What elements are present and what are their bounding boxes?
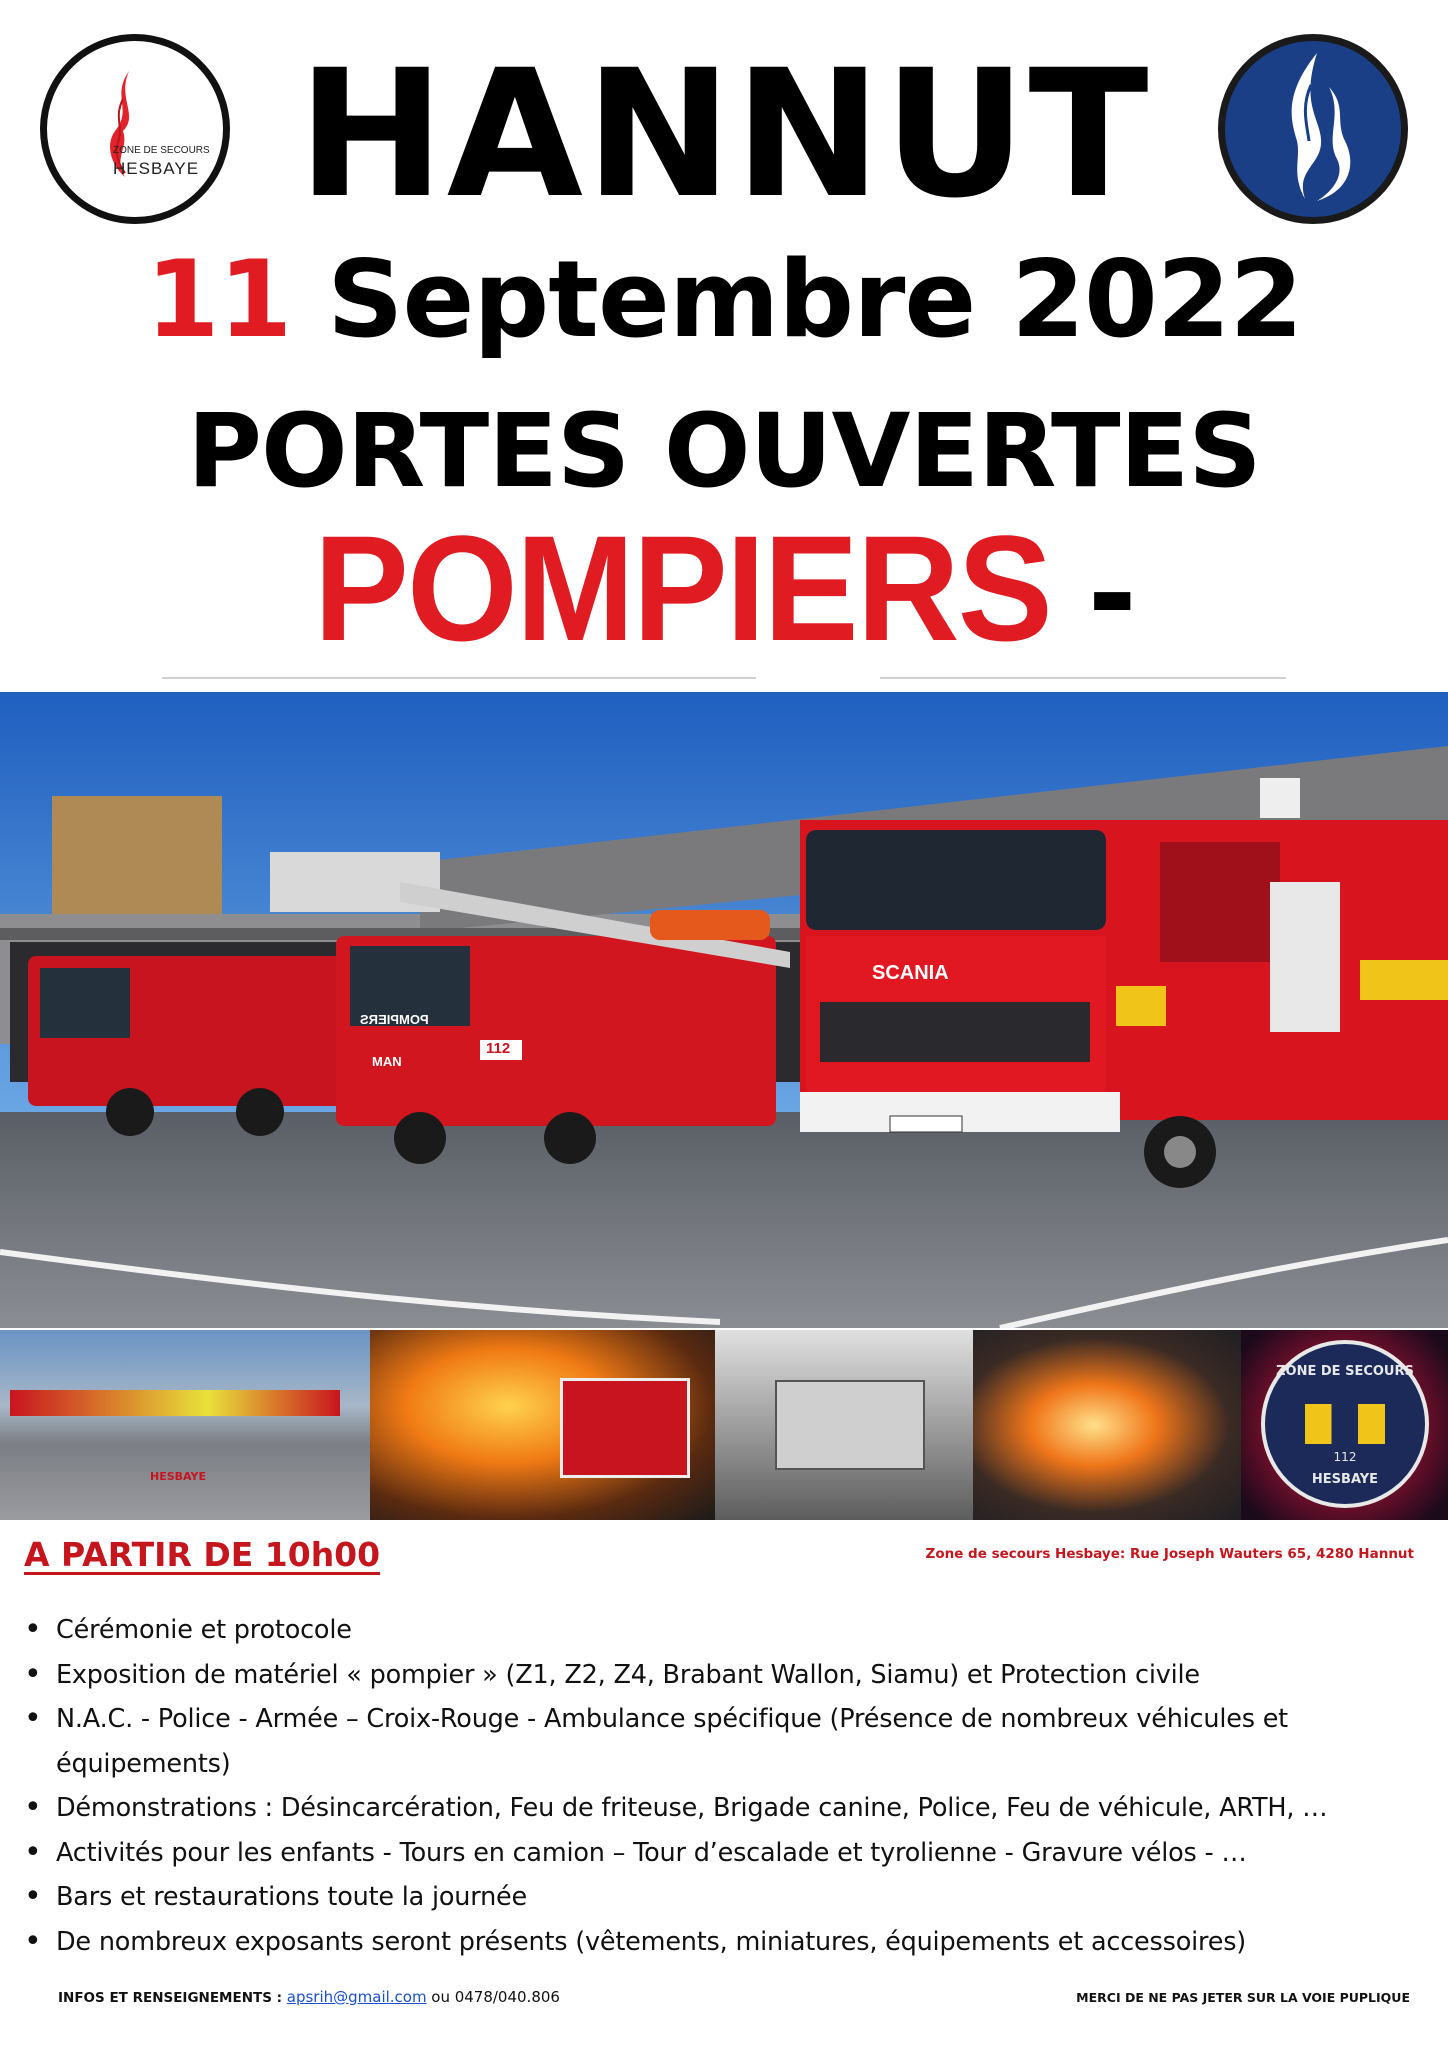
list-item: • Cérémonie et protocole xyxy=(22,1608,1422,1653)
hero-photo-fire-trucks xyxy=(0,692,1448,1328)
badge-bottom-text: HESBAYE xyxy=(1311,1472,1379,1487)
info-label: INFOS ET RENSEIGNEMENTS : xyxy=(58,1990,283,2006)
emergency-number: 112 xyxy=(486,1040,511,1057)
photo-burning-vehicle xyxy=(973,1330,1241,1520)
phone-prefix: ou xyxy=(431,1988,450,2006)
program-list xyxy=(22,1608,1422,1964)
list-item: • Activités pour les enfants - Tours en camion – Tour d’escalade et tyrolienne - Gravure vélos - … xyxy=(22,1831,1422,1876)
date-month-year: Septembre 2022 xyxy=(327,238,1303,361)
list-item: • Démonstrations : Désincarcération, Feu de friteuse, Brigade canine, Police, Feu de véhicule, ARTH, … xyxy=(22,1786,1422,1831)
list-item: • De nombreux exposants seront présents (vêtements, miniatures, équipements et accessoires) xyxy=(22,1920,1422,1965)
underline-pompiers xyxy=(162,677,756,679)
date-day: 11 xyxy=(145,238,292,361)
separator-dash: - xyxy=(1088,504,1135,672)
strip-logo-text: HESBAYE xyxy=(150,1470,206,1483)
list-item: • Bars et restaurations toute la journée xyxy=(22,1875,1422,1920)
list-item: • Exposition de matériel « pompier » (Z1, Z2, Z4, Brabant Wallon, Siamu) et Protection civile xyxy=(22,1653,1422,1698)
event-address: Zone de secours Hesbaye: Rue Joseph Wauters 65, 4280 Hannut xyxy=(925,1546,1414,1562)
email-link[interactable]: apsrih@gmail.com xyxy=(286,1988,427,2006)
footer-contact xyxy=(58,1988,560,2006)
event-title: PORTES OUVERTES xyxy=(187,392,1261,511)
photo-vehicle-lineup xyxy=(0,1330,370,1520)
badge-number: 112 xyxy=(1333,1450,1357,1464)
photo-strip xyxy=(0,1330,1448,1520)
man-badge: MAN xyxy=(372,1054,402,1069)
hero-illustration xyxy=(0,692,1448,1328)
littering-notice: MERCI DE NE PAS JETER SUR LA VOIE PUPLIQUE xyxy=(1076,1990,1410,2005)
city-title: HANNUT xyxy=(297,32,1151,237)
zone-label: ZONE DE SECOURS xyxy=(113,145,210,156)
hesbaye-label: HESBAYE xyxy=(113,159,200,178)
photo-badge xyxy=(1241,1330,1448,1520)
event-date xyxy=(0,240,1448,360)
underline-police xyxy=(880,677,1286,679)
photo-vehicles-bw xyxy=(715,1330,973,1520)
scania-badge: SCANIA xyxy=(872,962,949,984)
pompiers-label: POMPIERS xyxy=(313,504,1051,672)
badge-circle xyxy=(1261,1340,1429,1508)
pompiers-sign: POMPIERS xyxy=(360,1012,429,1027)
photo-car-fire xyxy=(370,1330,715,1520)
badge-top-text: ZONE DE SECOURS xyxy=(1276,1364,1414,1379)
list-item: • N.A.C. - Police - Armée – Croix-Rouge - Ambulance spécifique (Présence de nombreux véhicules et équipements) xyxy=(22,1697,1422,1786)
start-time-heading: A PARTIR DE 10h00 xyxy=(24,1535,381,1574)
phone-number: 0478/040.806 xyxy=(454,1988,560,2006)
